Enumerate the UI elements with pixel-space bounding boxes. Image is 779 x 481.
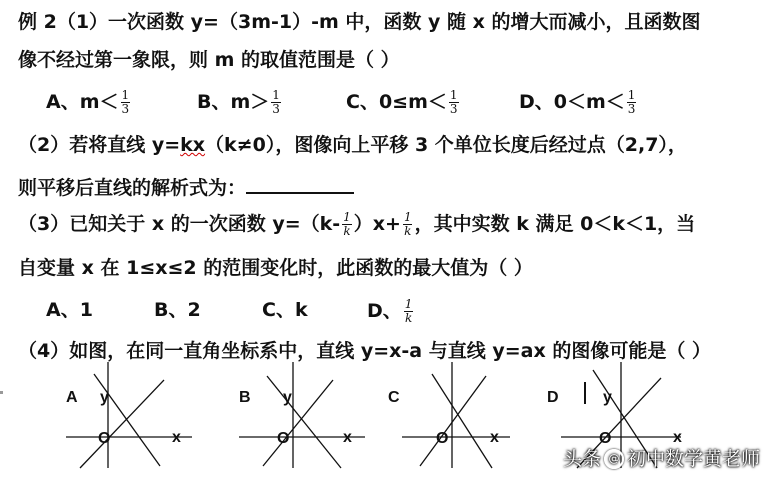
graph-b-y: y [283,389,292,406]
margin-mark [0,391,3,394]
graph-a-letter: A [66,389,78,406]
q1-line1: 例 2（1）一次函数 y=（3m-1）-m 中，函数 y 随 x 的增大而减小，且函数图 [18,11,701,33]
graph-a-origin: O [98,430,111,447]
graph-d-origin: O [599,430,612,447]
q1-line2: 像不经过第一象限，则 m 的取值范围是（ ） [18,49,400,71]
at-icon: @ [604,449,624,469]
q3-choice-c: C、k [262,299,308,321]
q1-choice-b: B、m＞ $\frac{1}{3}$ [197,88,280,116]
watermark: 头条 @ 初中数学黄老师 [563,448,761,470]
graph-d-y: y [603,389,612,406]
q1-choice-c: C、0≤m＜ $\frac{1}{3}$ [346,88,458,116]
graph-c-origin: O [436,430,449,447]
graph-c-letter: C [388,389,400,406]
graph-c [382,360,522,470]
q1-choice-a: A、m＜ $\frac{1}{3}$ [46,88,130,116]
q2-line1: （2）若将直线 y=kx（k≠0），图像向上平移 3 个单位长度后经过点（2,7）， [18,134,687,156]
q3-choice-b: B、2 [154,299,201,321]
q3-choice-d: D、 $\frac{1}{k}$ [367,297,413,325]
q3-choice-a: A、1 [46,299,93,321]
graph-c-x: x [490,429,499,446]
graph-a-y: y [100,389,109,406]
graph-d-letter: D [547,389,559,406]
q2-line2: 则平移后直线的解析式为： [18,174,354,200]
q2-kx: kx [180,134,206,156]
graph-b-x: x [343,429,352,446]
graph-b [233,360,373,470]
q1-choice-d: D、0＜m＜ $\frac{1}{3}$ [519,88,636,116]
graph-b-letter: B [239,389,251,406]
q4-line1: （4）如图，在同一直角坐标系中，直线 y=x-a 与直线 y=ax 的图像可能是（ ） [18,340,711,362]
graph-b-origin: O [277,430,290,447]
graph-a [60,360,200,470]
graph-d-x: x [673,429,682,446]
answer-blank [246,174,354,194]
graph-a-x: x [172,429,181,446]
q3-line2: 自变量 x 在 1≤x≤2 的范围变化时，此函数的最大值为（ ） [18,257,533,279]
q3-line1: （3）已知关于 x 的一次函数 y=（k- $\frac{1}{k}$ ）x+ $\frac{1}{k}$ ，其中实数 k 满足 0＜k＜1，当 [18,210,696,238]
